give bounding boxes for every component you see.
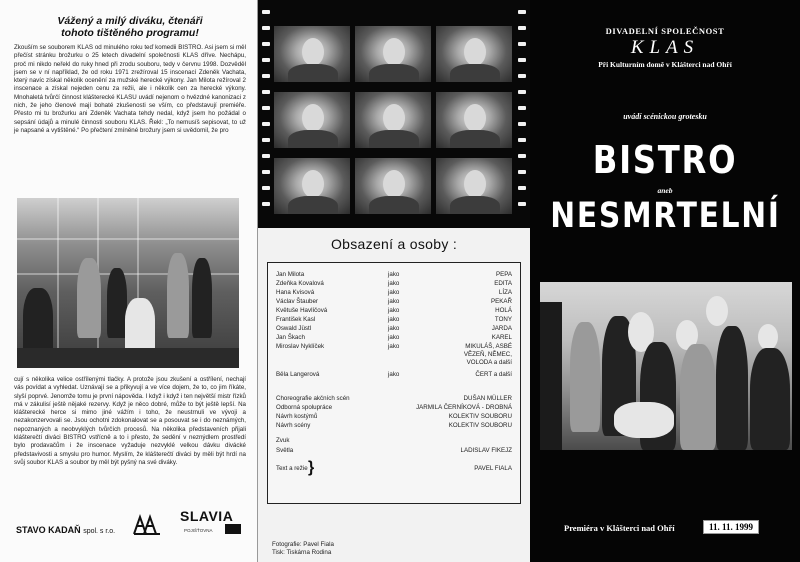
crew-job: Odborná spolupráce [276, 404, 333, 411]
premiere-date: 11. 11. 1999 [703, 520, 759, 534]
aneb-label: aneb [657, 186, 673, 195]
crew-job: Světla [276, 447, 294, 454]
credit-photo: Fotografie: Pavel Fiala [272, 541, 334, 548]
venue: Při Kulturním domě v Klášterci nad Ohří [598, 60, 732, 69]
cast-actor: Květuše Havlíčová [276, 307, 328, 314]
cast-actor: František Kasl [276, 316, 316, 323]
right-panel [530, 0, 800, 562]
klas-logo: KLAS [630, 37, 700, 58]
crew-job: Návrh scény [276, 422, 311, 429]
presents-line: uvádí scénickou grotesku [623, 112, 707, 121]
cast-role: JARDA [491, 325, 512, 332]
crew-person: KOLEKTIV SOUBORU [448, 422, 512, 429]
cast-link: jako [388, 334, 400, 341]
cast-actor: Oswald Jüstl [276, 325, 312, 332]
cast-actor: Hana Kvisová [276, 289, 315, 296]
cast-link: jako [388, 316, 400, 323]
sponsor-stavo-suffix: spol. s r.o. [83, 528, 116, 535]
story-text: cují s několika velice ostřílenými tlačky. A protože jsou zkušení a ostřílení, nechají vás povídat a vyhledat. Uznávají se a přikyvují a ve více dojem, že to, co jim říkáte, slyší poprvé. Jenomže tomu je první nápověda. I když i když i ten největší mistr řízků má v zákulisí ještě nějaké rezervy. Když je něco dobré, může to být ještě lepší. Na klášterecké herce si mimo jiné vážím i toho, že neustrnuli ve vývoji a nezakonzervovali se. Jsou ochotni zdokonalovat se a posouvat se i do neznámých, nepoznaných a neobvyklých tvůrčích procesů. Na několika představeních přijali klášterečtí diváci BISTRO vstřícně a to i přesto, že sedění v neznýdlem prostředí bylo prodavačům i že inscenace vyžaduje nezvyklé velkou dávku divácké představivosti a smyslu pro humor. Myslím, že klášterečtí diváci by měli být hrdí na svůj soubor KLAS a soubor by měl být pyšný na své diváky. [14, 376, 246, 466]
crew-person: PAVEL FIALA [474, 465, 512, 472]
intro-text: Zkouším se souborem KLAS od minulého roku teď komedii BISTRO. Asi jsem si měl přečíst stránku brožurku o 25 letech divadelní společnosti KLAS dříve. Nechápu, proč mi nikdo neřekl do ruky hned při zrodu souboru, tedy v červnu 1998. Dozvěděl jsem se v ní například, že od roku 1971 zrežíroval 15 inscenací Zdeněk Vachata, který navíc získal několik ocenění za mužské herecké výkony. Jan Milota režíroval 2 inscenace a získal nejeden cenu za režii, ale i několik cen za herecké výkony. Mnohaletá tvůrčí činnost klášterecké KLASU uvádí nejenom o hvězdné kanonizaci z nich, že jeho členové mají bohaté zkušenosti se vším, co představují premiéře. Přesto mi tu brožurku ani Zdeněk Vachata tehdy nedal, když jsem ho požádal o sepsání údajů a minulé činnosti souboru KLAS. Řekl: „To nemusíš sepisovat, to už je napsané a vytištěné.“ Po přečtení zmíněné brožury jsem si uvědomil, že pro [14, 44, 246, 134]
slavia-logo-icon [225, 524, 241, 534]
cast-link: jako [388, 371, 400, 378]
portrait-photo [274, 92, 350, 148]
cast-actor: Václav Štauber [276, 298, 318, 305]
crew-job: Choreografie akčních scén [276, 395, 350, 402]
cast-link: jako [388, 298, 400, 305]
left-panel [0, 0, 258, 562]
sponsor-stavo-name: STAVO KADAŇ [16, 525, 81, 535]
premiere-label: Premiéra v Klášterci nad Ohří [564, 523, 675, 533]
sponsor-slavia-sub: POJIŠŤOVNA [184, 528, 213, 533]
sponsor-logo-icon [132, 514, 162, 536]
cast-role: PEKAŘ [491, 298, 512, 305]
portrait-photo [355, 26, 431, 82]
play-title-main: BISTRO [592, 138, 738, 182]
brace-icon: } [308, 459, 315, 476]
portrait-photo [436, 26, 512, 82]
credit-print: Tisk: Tiskárna Rodina [272, 549, 332, 556]
cast-list [267, 262, 521, 504]
cast-role: MIKULÁŠ, ASBÉ VĚZEŇ, NĚMEC, VOLODA a další [463, 343, 512, 366]
crew-person: DUŠAN MÜLLER [463, 395, 512, 402]
cast-role: HOLÁ [495, 307, 512, 314]
cast-actor: Běla Langerová [276, 371, 320, 378]
cast-group-photo [540, 282, 792, 450]
cast-link: jako [388, 343, 400, 350]
cast-role: LÍZA [498, 289, 512, 296]
portrait-photo [274, 158, 350, 214]
portrait-photo [355, 92, 431, 148]
greeting-line-1: Vážený a milý diváku, čtenáři [57, 15, 203, 27]
cast-actor: Jan Škach [276, 334, 305, 341]
portrait-photo [436, 158, 512, 214]
sponsor-slavia: SLAVIA [180, 508, 234, 524]
crew-job: Zvuk [276, 437, 290, 444]
cast-link: jako [388, 325, 400, 332]
cast-role: ČERT a další [475, 371, 512, 378]
portrait-photo-strip [258, 0, 530, 228]
cast-link: jako [388, 271, 400, 278]
cast-link: jako [388, 307, 400, 314]
cast-actor: Miroslav Nyklíček [276, 343, 325, 350]
cast-role: KAREL [491, 334, 512, 341]
crew-job: Návrh kostýmů [276, 413, 318, 420]
middle-panel [258, 0, 530, 562]
greeting-line-2: tohoto tištěného programu! [61, 27, 199, 39]
crew-person: LADISLAV FIKEJZ [460, 447, 512, 454]
cast-actor: Zdeňka Kovalová [276, 280, 324, 287]
portrait-photo [436, 92, 512, 148]
cast-link: jako [388, 280, 400, 287]
company-name: DIVADELNÍ SPOLEČNOST [605, 26, 725, 36]
cast-link: jako [388, 289, 400, 296]
cast-role: PEPA [495, 271, 512, 278]
sponsor-stavo-kadan [16, 524, 115, 538]
stage-photo [17, 198, 239, 368]
crew-person: KOLEKTIV SOUBORU [448, 413, 512, 420]
cast-role: EDITA [494, 280, 512, 287]
cast-title: Obsazení a osoby : [330, 236, 458, 252]
play-title-sub: NESMRTELNÍ [550, 196, 781, 236]
portrait-photo [355, 158, 431, 214]
cast-role: TONY [494, 316, 512, 323]
cast-actor: Jan Milota [276, 271, 305, 278]
crew-job: Text a režie [276, 465, 308, 472]
crew-person: JARMILA ČERNÍKOVÁ - DROBNÁ [416, 404, 512, 411]
portrait-photo [274, 26, 350, 82]
